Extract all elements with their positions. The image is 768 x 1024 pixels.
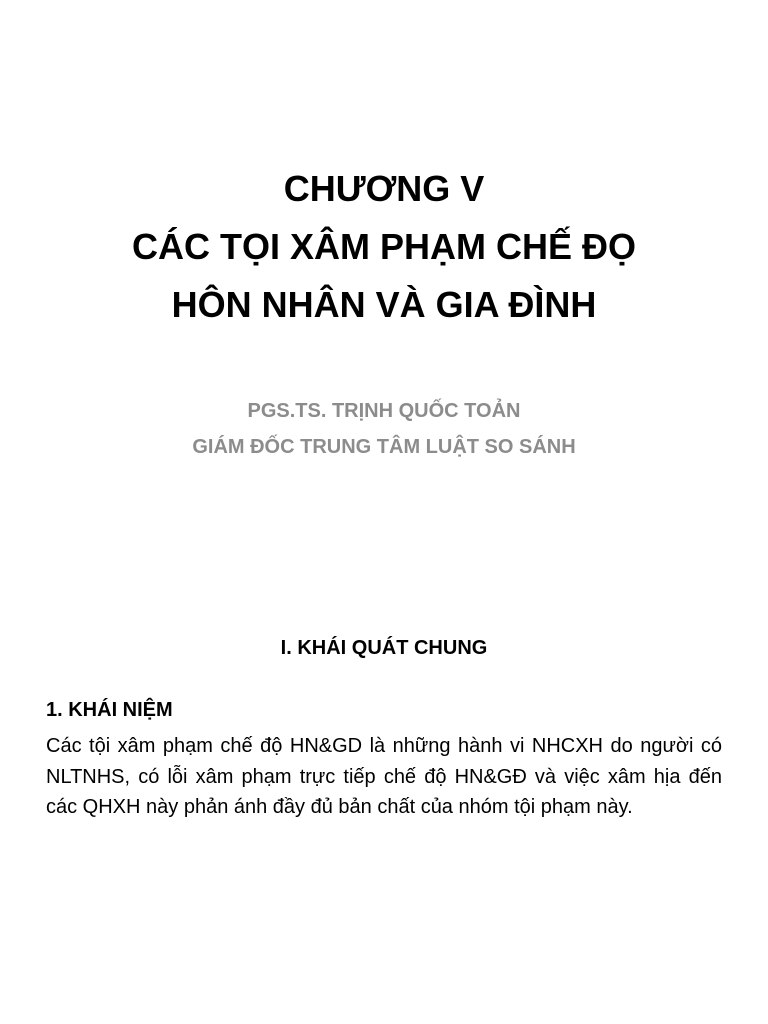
definition-paragraph: Các tội xâm phạm chế độ HN&GD là những hành vi NHCXH do người có NLTNHS, có lỗi xâm phạm trực tiếp chế độ HN&GĐ và việc xâm hịa đến các QHXH này phản ánh đầy đủ bản chất của nhóm tội phạm này.	[46, 735, 722, 818]
chapter-number: CHƯƠNG V	[283, 168, 485, 209]
chapter-title	[0, 160, 768, 334]
author-info	[0, 393, 768, 465]
subsection-heading: 1. KHÁI NIỆM	[46, 699, 173, 721]
chapter-title-line: HÔN NHÂN VÀ GIA ĐÌNH	[171, 284, 597, 325]
author-position: GIÁM ĐỐC TRUNG TÂM LUẬT SO SÁNH	[192, 436, 576, 458]
author-name: PGS.TS. TRỊNH QUỐC TOẢN	[247, 400, 521, 422]
section-heading: I. KHÁI QUÁT CHUNG	[280, 637, 488, 659]
chapter-title-line: CÁC TỌI XÂM PHẠM CHẾ ĐỌ	[132, 226, 636, 267]
